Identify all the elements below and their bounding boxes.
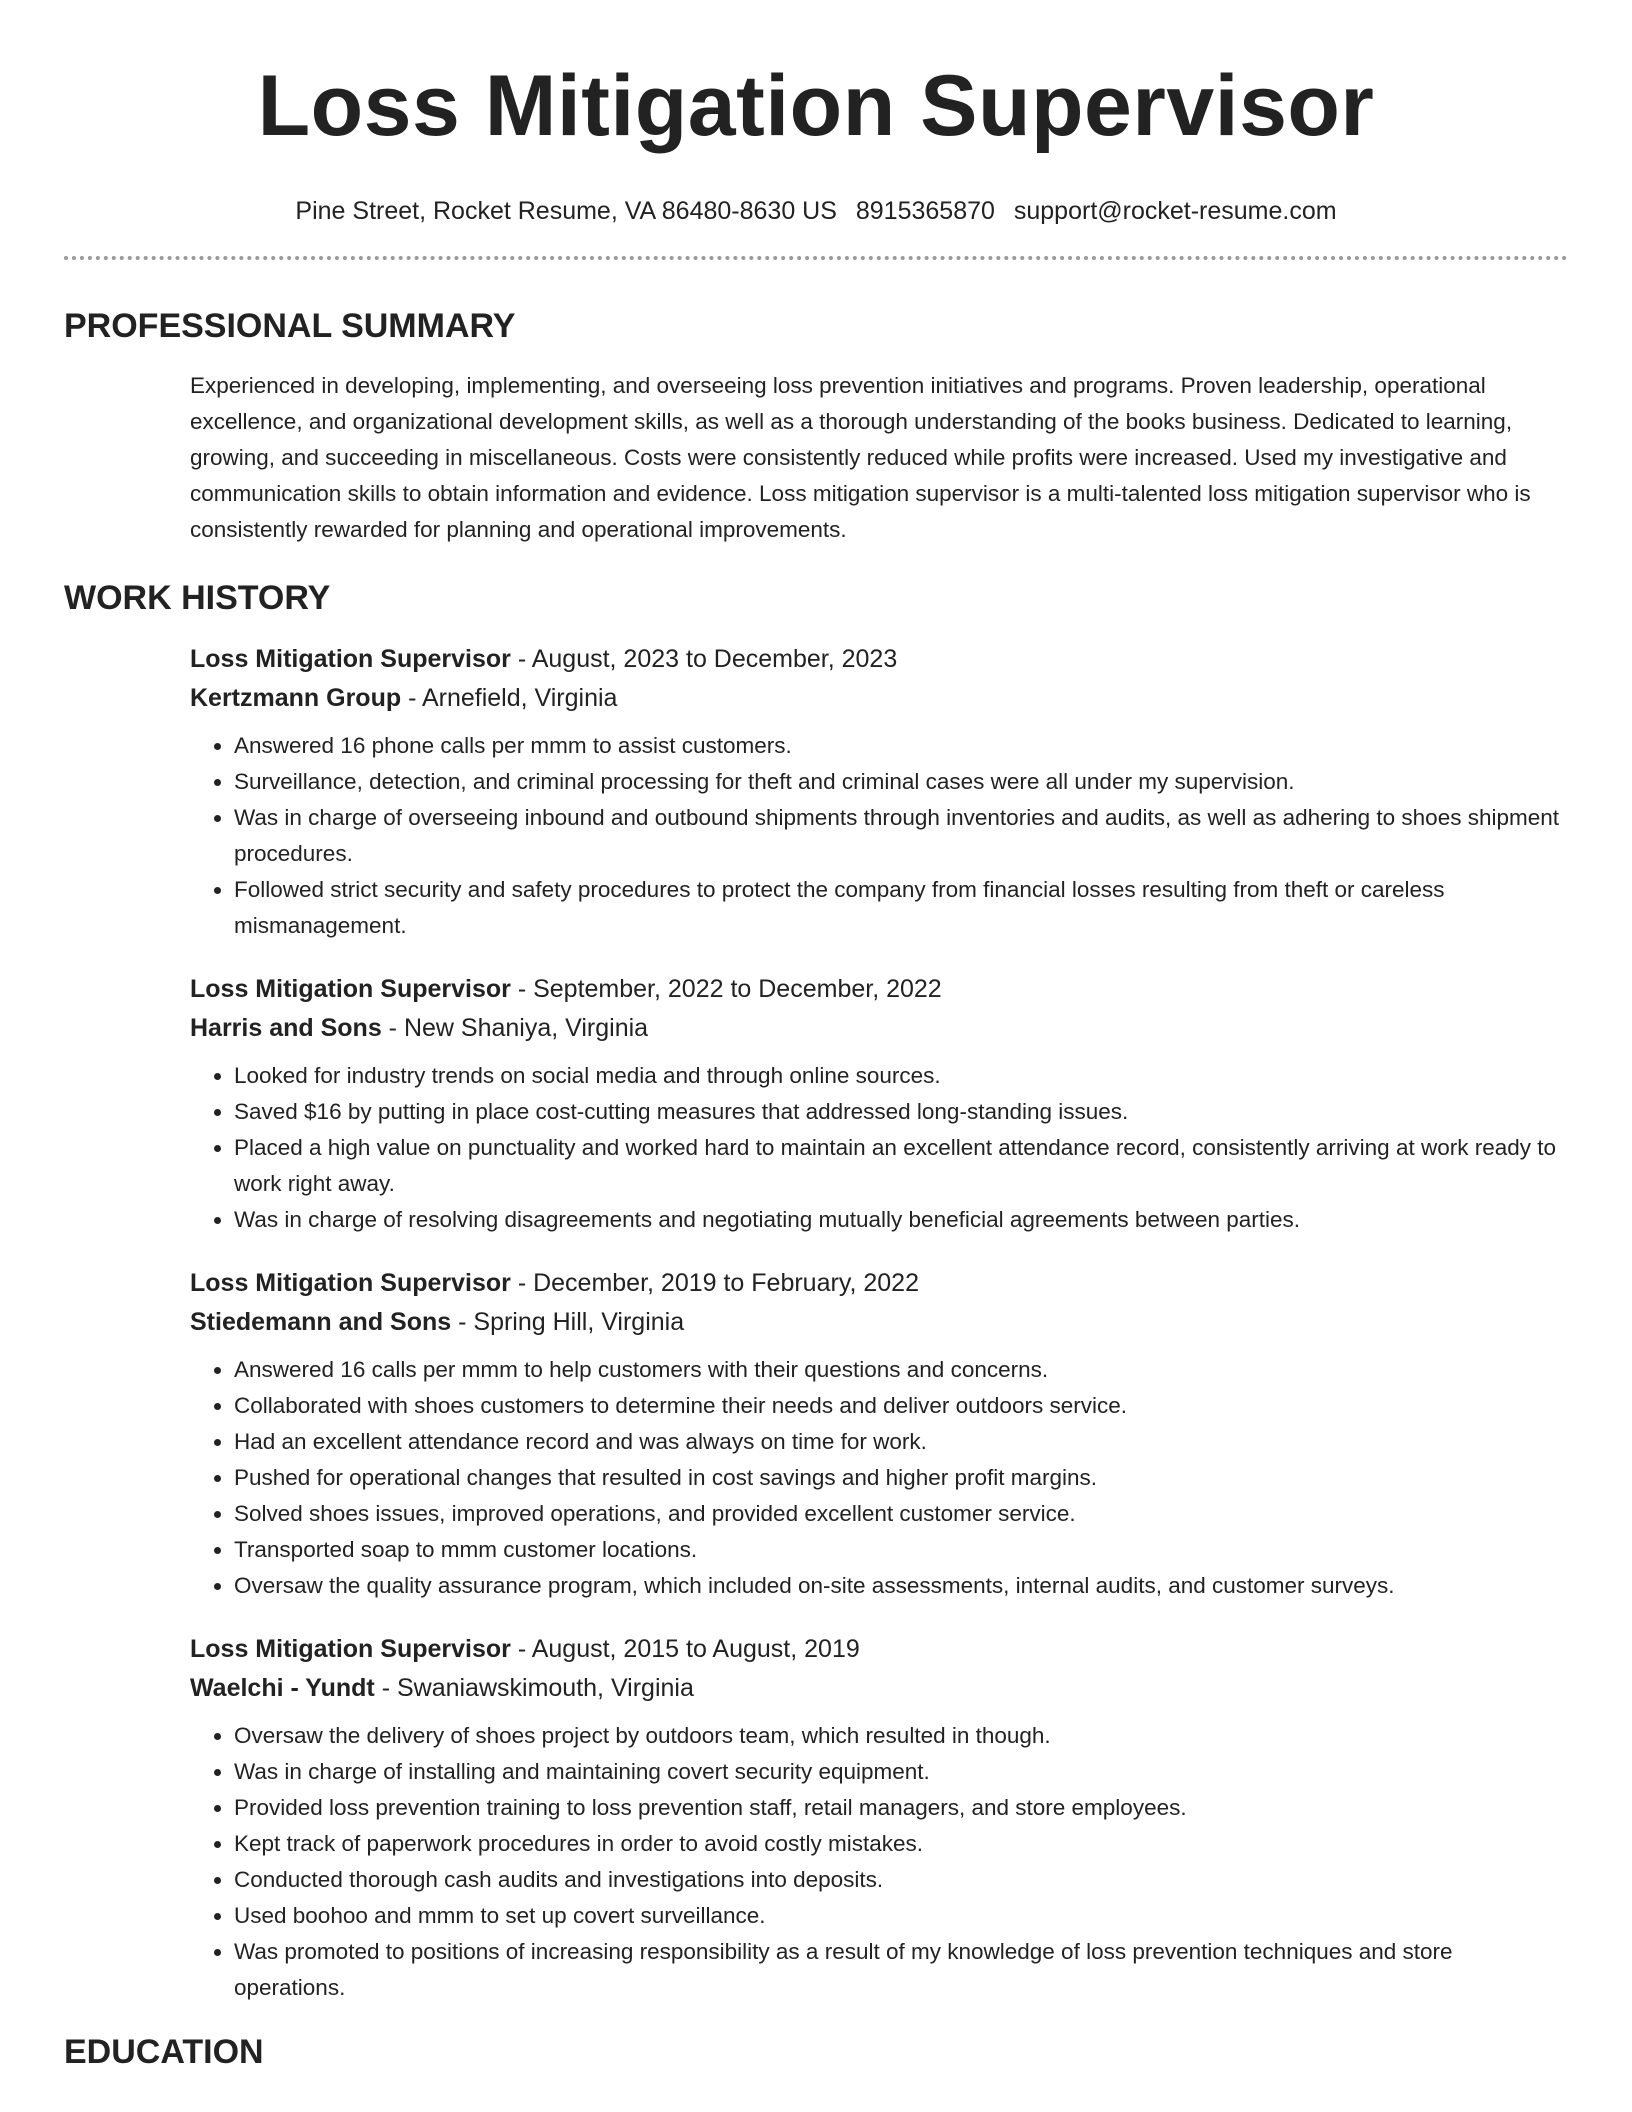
job-bullet: • Was in charge of overseeing inbound and outbound shipments through inventories and audits, as well as adhering to shoes shipment procedures. [234, 800, 1568, 872]
work-history-heading: WORK HISTORY [64, 579, 331, 617]
job-bullet: • Was in charge of installing and maintaining covert security equipment. [234, 1754, 1568, 1790]
summary-text: Experienced in developing, implementing, and overseeing loss prevention initiatives and programs. Proven leadership, operational excellence, and organizational development skills, as well as a thorough understanding of the books business. Dedicated to learning, growing, and succeeding in miscellaneous. Costs were consistently reduced while profits were increased. Used my investigative and communication skills to obtain information and evidence. Loss mitigation supervisor is a multi-talented loss mitigation supervisor who is consistently rewarded for planning and operational improvements. [190, 373, 1531, 542]
job-bullet: • Collaborated with shoes customers to determine their needs and deliver outdoors service. [234, 1388, 1568, 1424]
job-dates: - August, 2015 to August, 2019 [510, 1635, 860, 1663]
summary-heading: PROFESSIONAL SUMMARY [64, 307, 516, 345]
job-dates: - December, 2019 to February, 2022 [510, 1269, 919, 1297]
job-company: Waelchi - Yundt [190, 1674, 375, 1702]
phone-text: 8915365870 [855, 197, 995, 225]
job-dates: - September, 2022 to December, 2022 [510, 975, 942, 1003]
contact-line [64, 196, 1568, 226]
job-bullet: • Saved $16 by putting in place cost-cutting measures that addressed long-standing issues. [234, 1094, 1568, 1130]
job-bullet: • Looked for industry trends on social media and through online sources. [234, 1058, 1568, 1094]
job-bullet: • Surveillance, detection, and criminal processing for theft and criminal cases were all under my supervision. [234, 764, 1568, 800]
job-bullet: • Used boohoo and mmm to set up covert surveillance. [234, 1898, 1568, 1934]
job-bullet: • Oversaw the delivery of shoes project by outdoors team, which resulted in though. [234, 1718, 1568, 1754]
job-bullet: • Placed a high value on punctuality and worked hard to maintain an excellent attendance record, consistently arriving at work ready to work right away. [234, 1130, 1568, 1202]
job-bullet: • Kept track of paperwork procedures in order to avoid costly mistakes. [234, 1826, 1568, 1862]
job-role: Loss Mitigation Supervisor [190, 1635, 511, 1663]
job-bullet: • Followed strict security and safety procedures to protect the company from financial losses resulting from theft or careless mismanagement. [234, 872, 1568, 944]
work-history-section [64, 578, 1568, 2006]
job-bullet: • Answered 16 phone calls per mmm to assist customers. [234, 728, 1568, 764]
job-location: - Arnefield, Virginia [401, 684, 618, 712]
job-entry [190, 640, 1568, 944]
job-company: Harris and Sons [190, 1014, 382, 1042]
job-bullets [190, 1718, 1568, 2006]
job-company-line [190, 1009, 1568, 1048]
summary-section [64, 306, 1568, 548]
job-company: Stiedemann and Sons [190, 1308, 452, 1336]
job-bullets [190, 1058, 1568, 1238]
job-entry [190, 970, 1568, 1238]
job-role: Loss Mitigation Supervisor [190, 645, 511, 673]
job-company-line [190, 679, 1568, 718]
job-company-line [190, 1669, 1568, 1708]
job-dates: - August, 2023 to December, 2023 [510, 645, 898, 673]
job-bullet: • Was in charge of resolving disagreements and negotiating mutually beneficial agreements between parties. [234, 1202, 1568, 1238]
education-section [64, 2032, 1568, 2072]
job-entry [190, 1264, 1568, 1604]
job-bullet: • Had an excellent attendance record and was always on time for work. [234, 1424, 1568, 1460]
email-text: support@rocket-resume.com [1013, 197, 1337, 225]
job-bullet: • Was promoted to positions of increasing responsibility as a result of my knowledge of loss prevention techniques and store operations. [234, 1934, 1568, 2006]
job-bullet: • Pushed for operational changes that resulted in cost savings and higher profit margins. [234, 1460, 1568, 1496]
job-bullets [190, 728, 1568, 944]
job-location: - New Shaniya, Virginia [381, 1014, 649, 1042]
job-bullet: • Oversaw the quality assurance program, which included on-site assessments, internal audits, and customer surveys. [234, 1568, 1568, 1604]
header-divider [64, 256, 1568, 260]
job-title-line [190, 1264, 1568, 1303]
job-title-line [190, 1630, 1568, 1669]
job-location: - Spring Hill, Virginia [451, 1308, 685, 1336]
job-title-line [190, 970, 1568, 1009]
job-bullets [190, 1352, 1568, 1604]
job-location: - Swaniawskimouth, Virginia [374, 1674, 694, 1702]
job-entry [190, 1630, 1568, 2006]
job-company: Kertzmann Group [190, 684, 402, 712]
education-heading: EDUCATION [64, 2033, 264, 2071]
job-role: Loss Mitigation Supervisor [190, 975, 511, 1003]
job-bullet: • Conducted thorough cash audits and investigations into deposits. [234, 1862, 1568, 1898]
job-bullet: • Transported soap to mmm customer locations. [234, 1532, 1568, 1568]
job-role: Loss Mitigation Supervisor [190, 1269, 511, 1297]
job-bullet: • Solved shoes issues, improved operations, and provided excellent customer service. [234, 1496, 1568, 1532]
job-bullet: • Provided loss prevention training to loss prevention staff, retail managers, and store employees. [234, 1790, 1568, 1826]
candidate-name: Loss Mitigation Supervisor [257, 58, 1375, 154]
job-title-line [190, 640, 1568, 679]
job-bullet: • Answered 16 calls per mmm to help customers with their questions and concerns. [234, 1352, 1568, 1388]
address-text: Pine Street, Rocket Resume, VA 86480-8630 US [295, 197, 837, 225]
job-company-line [190, 1303, 1568, 1342]
